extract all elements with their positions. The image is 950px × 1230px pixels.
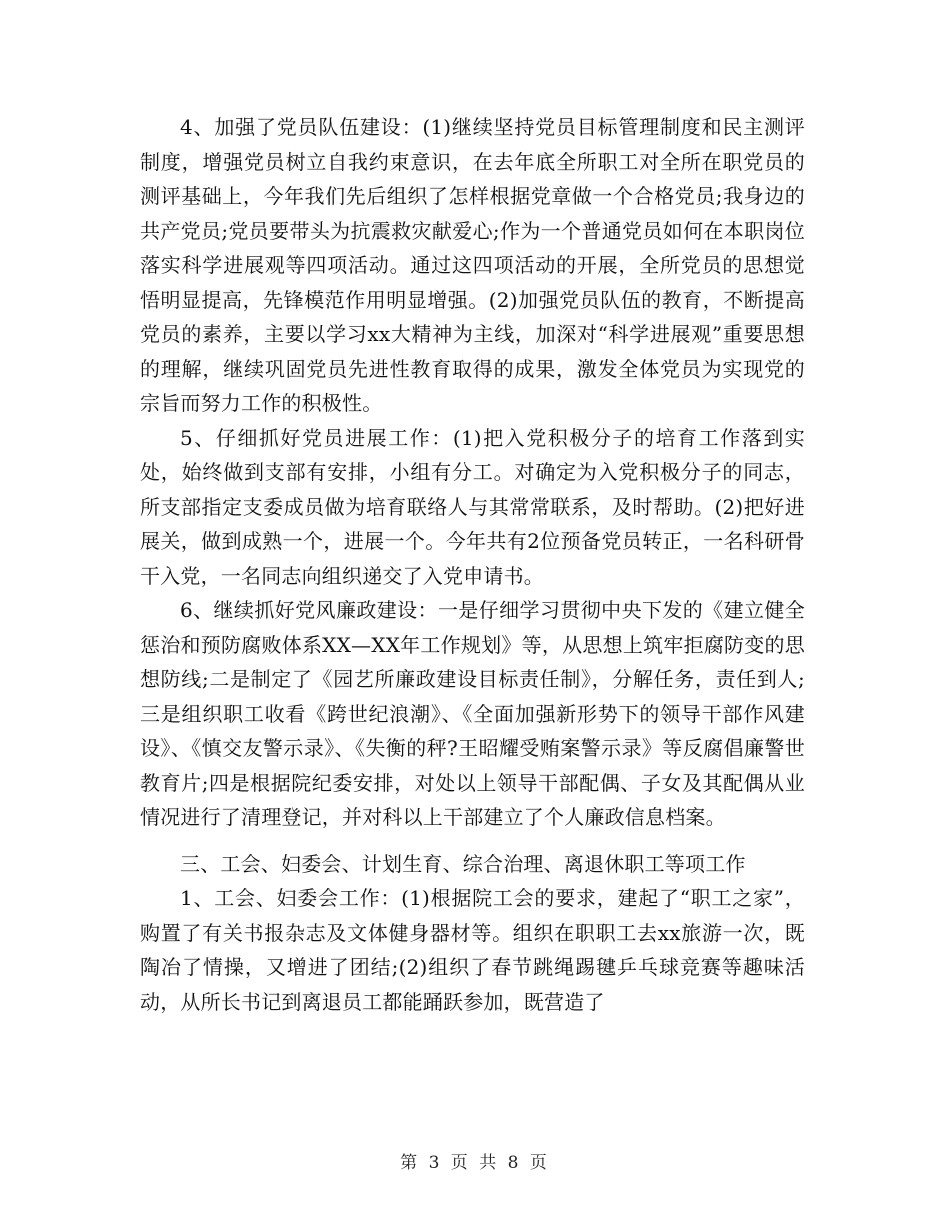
page-number-footer: 第 3 页 共 8 页	[400, 1153, 550, 1173]
document-body	[140, 110, 805, 1019]
section-heading-union-work: 三、工会、妇委会、计划生育、综合治理、离退休职工等项工作	[180, 851, 746, 876]
paragraph-party-member-development: 5、仔细抓好党员进展工作：(1)把入党积极分子的培育工作落到实处，始终做到支部有安排，小组有分工。对确定为入党积极分子的同志，所支部指定支委成员做为培育联络人与其常常联系，及时帮助。(2)把好进展关，做到成熟一个，进展一个。今年共有2位预备党员转正，一名科研骨干入党，一名同志向组织递交了入党申请书。	[140, 425, 805, 588]
paragraph-union-womens-committee: 1、工会、妇委会工作：(1)根据院工会的要求，建起了“职工之家”，购置了有关书报杂志及文体健身器材等。组织在职职工去xx旅游一次，既陶冶了情操，又增进了团结;(2)组织了春节跳绳踢毽乒乓球竞赛等趣味活动，从所长书记到离退员工都能踊跃参加，既营造了	[140, 886, 805, 1014]
paragraph-integrity-building: 6、继续抓好党风廉政建设：一是仔细学习贯彻中央下发的《建立健全惩治和预防腐败体系XX—XX年工作规划》等，从思想上筑牢拒腐防变的思想防线;二是制定了《园艺所廉政建设目标责任制》，分解任务，责任到人;三是组织职工收看《跨世纪浪潮》、《全面加强新形势下的领导干部作风建设》、《慎交友警示录》、《失衡的秤?王昭耀受贿案警示录》等反腐倡廉警世教育片;四是根据院纪委安排，对处以上领导干部配偶、子女及其配偶从业情况进行了清理登记，并对科以上干部建立了个人廉政信息档案。	[140, 598, 805, 829]
paragraph-party-team-building: 4、加强了党员队伍建设：(1)继续坚持党员目标管理制度和民主测评制度，增强党员树立自我约束意识，在去年底全所职工对全所在职党员的测评基础上，今年我们先后组织了怎样根据党章做一个合格党员;我身边的共产党员;党员要带头为抗震救灾献爱心;作为一个普通党员如何在本职岗位落实科学进展观等四项活动。通过这四项活动的开展，全所党员的思想觉悟明显提高，先锋模范作用明显增强。(2)加强党员队伍的教育，不断提高党员的素养，主要以学习xx大精神为主线，加深对“科学进展观”重要思想的理解，继续巩固党员先进性教育取得的成果，激发全体党员为实现党的宗旨而努力工作的积极性。	[140, 115, 805, 415]
